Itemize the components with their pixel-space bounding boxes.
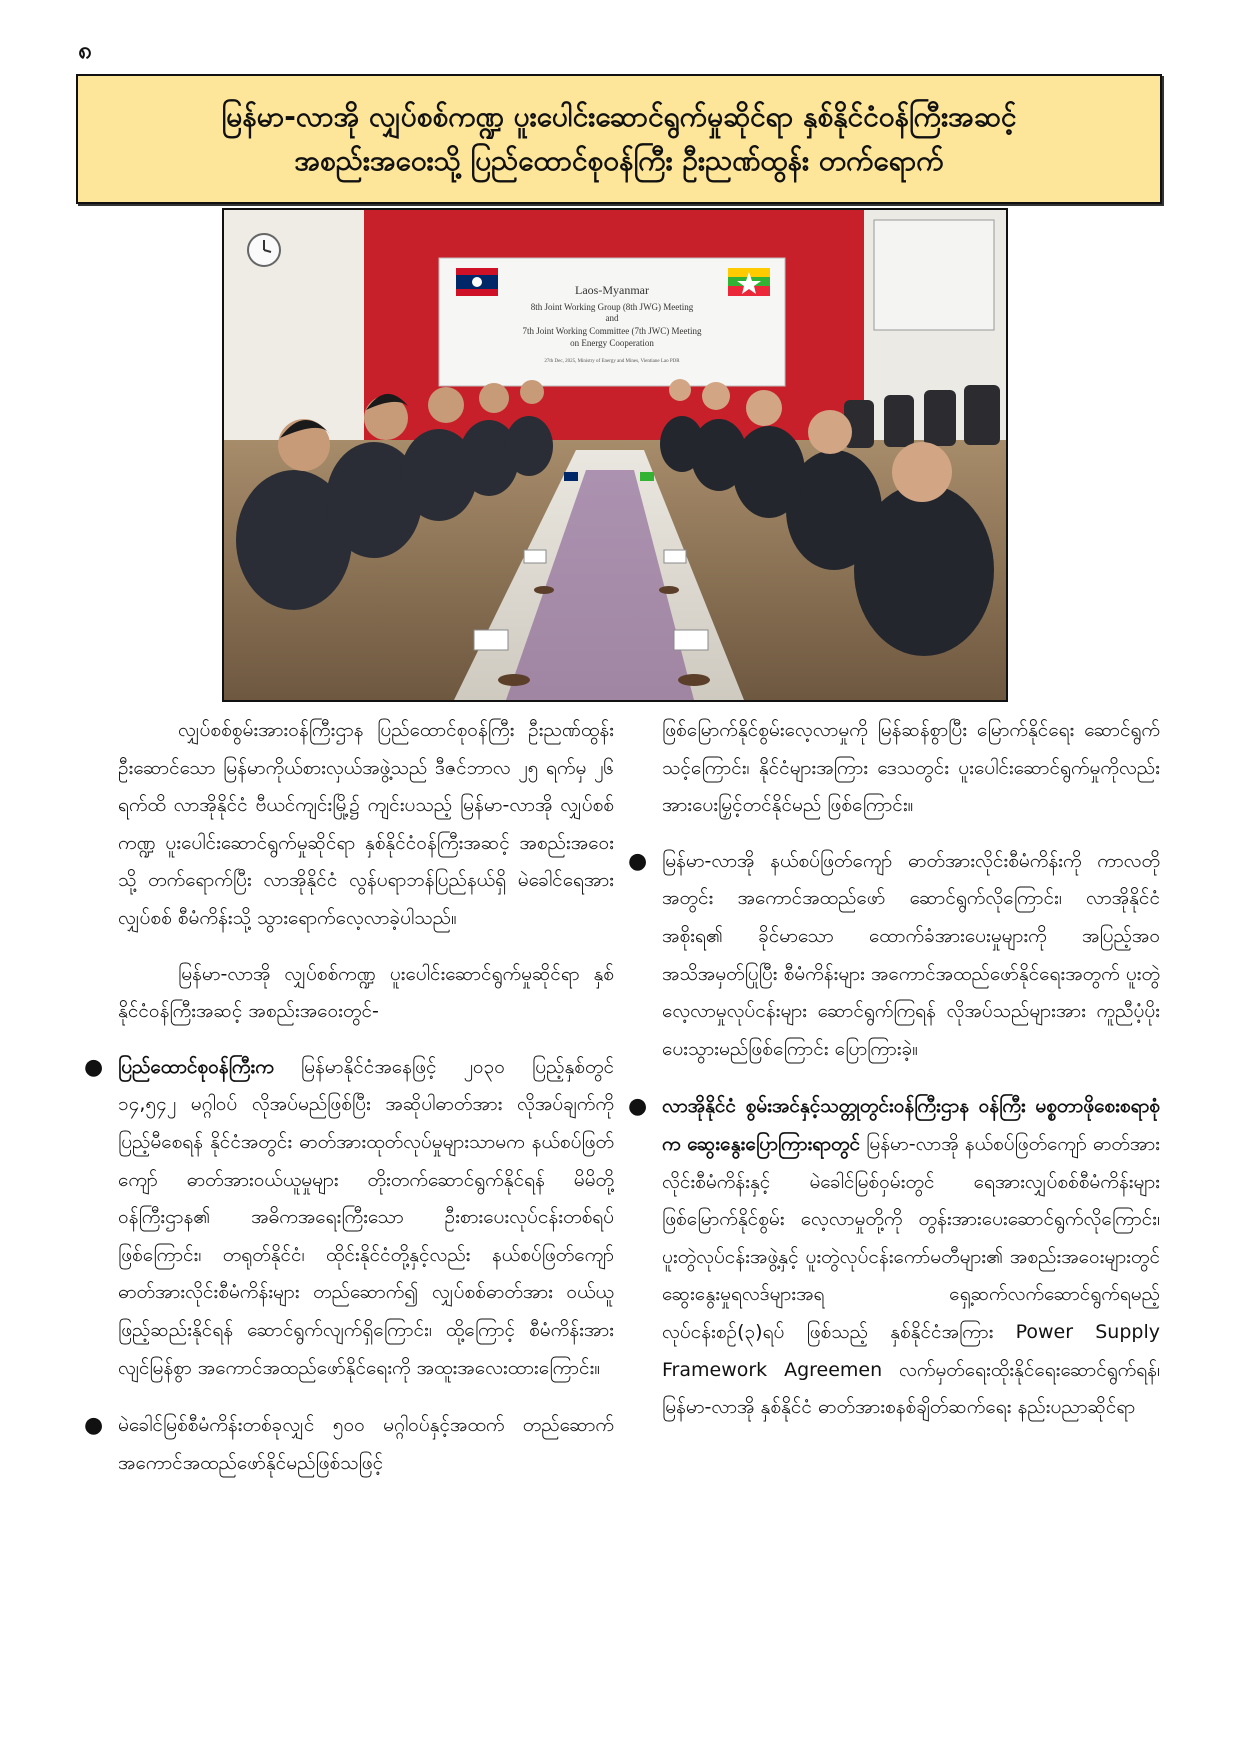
headline-line-1: မြန်မာ-လာအို လျှပ်စစ်ကဏ္ဍ ပူးပေါင်းဆောင်ရွက်မှုဆိုင်ရာ နှစ်နိုင်ငံဝန်ကြီးအဆင့်: [221, 100, 1017, 133]
list-item: [628, 843, 1160, 1069]
bullet-speaker: ပြည်ထောင်စုဝန်ကြီးက: [118, 1055, 274, 1078]
right-column: [628, 712, 1160, 1447]
bullet-text: မြန်မာ-လာအို နယ်စပ်ဖြတ်ကျော် ဓာတ်အားလိုင်းစီမံကိန်းနှင့် မဲခေါင်မြစ်ဝှမ်းတွင် ရေအားလျှပ်စစ်စီမံကိန်းများ ဖြစ်မြောက်နိုင်စွမ်း လေ့လာမှုတို့ကို တွန်းအားပေးဆောင်ရွက်လိုကြောင်း၊ ပူးတွဲလုပ်ငန်းအဖွဲ့နှင့် ပူးတွဲလုပ်ငန်းကော်မတီများ၏ အစည်းအဝေးများတွင် ဆွေးနွေးမှုရလဒ်များအရ ရှေ့ဆက်လက်ဆောင်ရွက်ရမည့် လုပ်ငန်းစဉ်(၃)ရပ် ဖြစ်သည့် နှစ်နိုင်ငံအကြား Power Supply Framework Agreemen လက်မှတ်ရေးထိုးနိုင်ရေးဆောင်ရွက်ရန်၊ မြန်မာ-လာအို နှစ်နိုင်ငံ ဓာတ်အားစနစ်ချိတ်ဆက်ရေး နည်းပညာဆိုင်ရာ: [662, 1132, 1160, 1419]
bullet-text: မဲခေါင်မြစ်စီမံကိန်းတစ်ခုလျှင် ၅၀၀ မဂ္ဂါဝပ်နှင့်အထက် တည်ဆောက် အကောင်အထည်ဖော်နိုင်မည်ဖြစ်သဖြင့်: [118, 1414, 614, 1474]
bullet-list-right: [628, 843, 1160, 1427]
banner-line-5: 27th Dec, 2025, Ministry of Energy and Mines, Vientiane Lao PDR: [544, 359, 680, 364]
bullet-text: မြန်မာနိုင်ငံအနေဖြင့် ၂၀၃၀ ပြည့်နှစ်တွင် ၁၄,၅၄၂ မဂ္ဂါဝပ် လိုအပ်မည်ဖြစ်ပြီး အဆိုပါဓာတ်အား လိုအပ်ချက်ကို ပြည့်မီစေရန် နိုင်ငံအတွင်း ဓာတ်အားထုတ်လုပ်မှုများသာမက နယ်စပ်ဖြတ်ကျော် ဓာတ်အားဝယ်ယူမှုများ တိုးတက်ဆောင်ရွက်နိုင်ရန် မိမိတို့ဝန်ကြီးဌာန၏ အဓိကအရေးကြီးသော ဦးစားပေးလုပ်ငန်းတစ်ရပ်ဖြစ်ကြောင်း၊ တရုတ်နိုင်ငံ၊ ထိုင်းနိုင်ငံတို့နှင့်လည်း နယ်စပ်ဖြတ်ကျော် ဓာတ်အားလိုင်းစီမံကိန်းများ တည်ဆောက်၍ လျှပ်စစ်ဓာတ်အား ဝယ်ယူဖြည့်ဆည်းနိုင်ရန် ဆောင်ရွက်လျက်ရှိကြောင်း၊ ထို့ကြောင့် စီမံကိန်းအား လျင်မြန်စွာ အကောင်အထည်ဖော်နိုင်ရေးကို အထူးအလေးထားကြောင်း။: [118, 1055, 614, 1379]
meeting-photo-illustration: [224, 210, 1006, 700]
list-item: [628, 1088, 1160, 1426]
bullet-text: မြန်မာ-လာအို နယ်စပ်ဖြတ်ကျော် ဓာတ်အားလိုင်းစီမံကိန်းကို ကာလတိုအတွင်း အကောင်အထည်ဖော် ဆောင်ရွက်လိုကြောင်း၊ လာအိုနိုင်ငံအစိုးရ၏ ခိုင်မာသော ထောက်ခံအားပေးမှုများကို အပြည့်အဝ အသိအမှတ်ပြုပြီး စီမံကိန်းများ အကောင်အထည်ဖော်နိုင်ရေးအတွက် ပူးတွဲလေ့လာမှုလုပ်ငန်းများ ဆောင်ရွက်ကြရန် လိုအပ်သည်များအား ကူညီပံ့ပိုးပေးသွားမည်ဖြစ်ကြောင်း ပြောကြားခဲ့။: [662, 849, 1160, 1060]
bullet-list-left: [84, 1049, 614, 1483]
bullet-icon: ●: [628, 848, 648, 874]
banner-line-1: 8th Joint Working Group (8th JWG) Meeting: [530, 302, 694, 312]
left-column: [84, 712, 614, 1502]
page-number: ၈: [78, 36, 92, 64]
banner-title: Laos-Myanmar: [575, 283, 649, 297]
bullet-icon: ●: [84, 1413, 104, 1439]
banner-line-2: and: [605, 313, 619, 323]
continued-paragraph: ဖြစ်မြောက်နိုင်စွမ်းလေ့လာမှုကို မြန်ဆန်စွာပြီး မြောက်နိုင်ရေး ဆောင်ရွက်သင့်ကြောင်း၊ နိုင်ငံများအကြား ဒေသတွင်း ပူးပေါင်းဆောင်ရွက်မှုကိုလည်း အားပေးမြှင့်တင်နိုင်မည် ဖြစ်ကြောင်း။: [662, 719, 1160, 817]
intro-paragraph: လျှပ်စစ်စွမ်းအားဝန်ကြီးဌာန ပြည်ထောင်စုဝန်ကြီး ဦးညဏ်ထွန်း ဦးဆောင်သော မြန်မာကိုယ်စားလှယ်အဖွဲ့သည် ဒီဇင်ဘာလ ၂၅ ရက်မှ ၂၆ ရက်ထိ လာအိုနိုင်ငံ ဗီယင်ကျင်းမြို့၌ ကျင်းပသည့် မြန်မာ-လာအို လျှပ်စစ်ကဏ္ဍ ပူးပေါင်းဆောင်ရွက်မှုဆိုင်ရာ နှစ်နိုင်ငံဝန်ကြီးအဆင့် အစည်းအဝေးသို့ တက်ရောက်ပြီး လာအိုနိုင်ငံ လွန်ပရာဘန်ပြည်နယ်ရှိ မဲခေါင်ရေအားလျှပ်စစ် စီမံကိန်းသို့ သွားရောက်လေ့လာခဲ့ပါသည်။: [118, 719, 614, 929]
bullet-speaker: လာအိုနိုင်ငံ စွမ်းအင်နှင့်သတ္တုတွင်းဝန်ကြီးဌာန ဝန်ကြီး မစ္စတာဖိုစေးစရာစုံက ဆွေးနွေးပြောကြားရာတွင်: [662, 1095, 1160, 1155]
banner-line-4: on Energy Cooperation: [570, 338, 654, 348]
headline-line-2: အစည်းအဝေးသို့ ပြည်ထောင်စုဝန်ကြီး ဦးညဏ်ထွန်း တက်ရောက်: [294, 144, 944, 177]
headline-box: [76, 74, 1162, 204]
list-item: [84, 1407, 614, 1482]
list-item: [84, 1049, 614, 1387]
meeting-photo: [222, 208, 1008, 702]
meeting-intro-paragraph: မြန်မာ-လာအို လျှပ်စစ်ကဏ္ဍ ပူးပေါင်းဆောင်ရွက်မှုဆိုင်ရာ နှစ်နိုင်ငံဝန်ကြီးအဆင့် အစည်းအဝေးတွင်-: [118, 962, 614, 1023]
bullet-icon: ●: [628, 1094, 648, 1120]
banner-line-3: 7th Joint Working Committee (7th JWC) Meeting: [522, 326, 702, 336]
bullet-icon: ●: [84, 1054, 104, 1080]
